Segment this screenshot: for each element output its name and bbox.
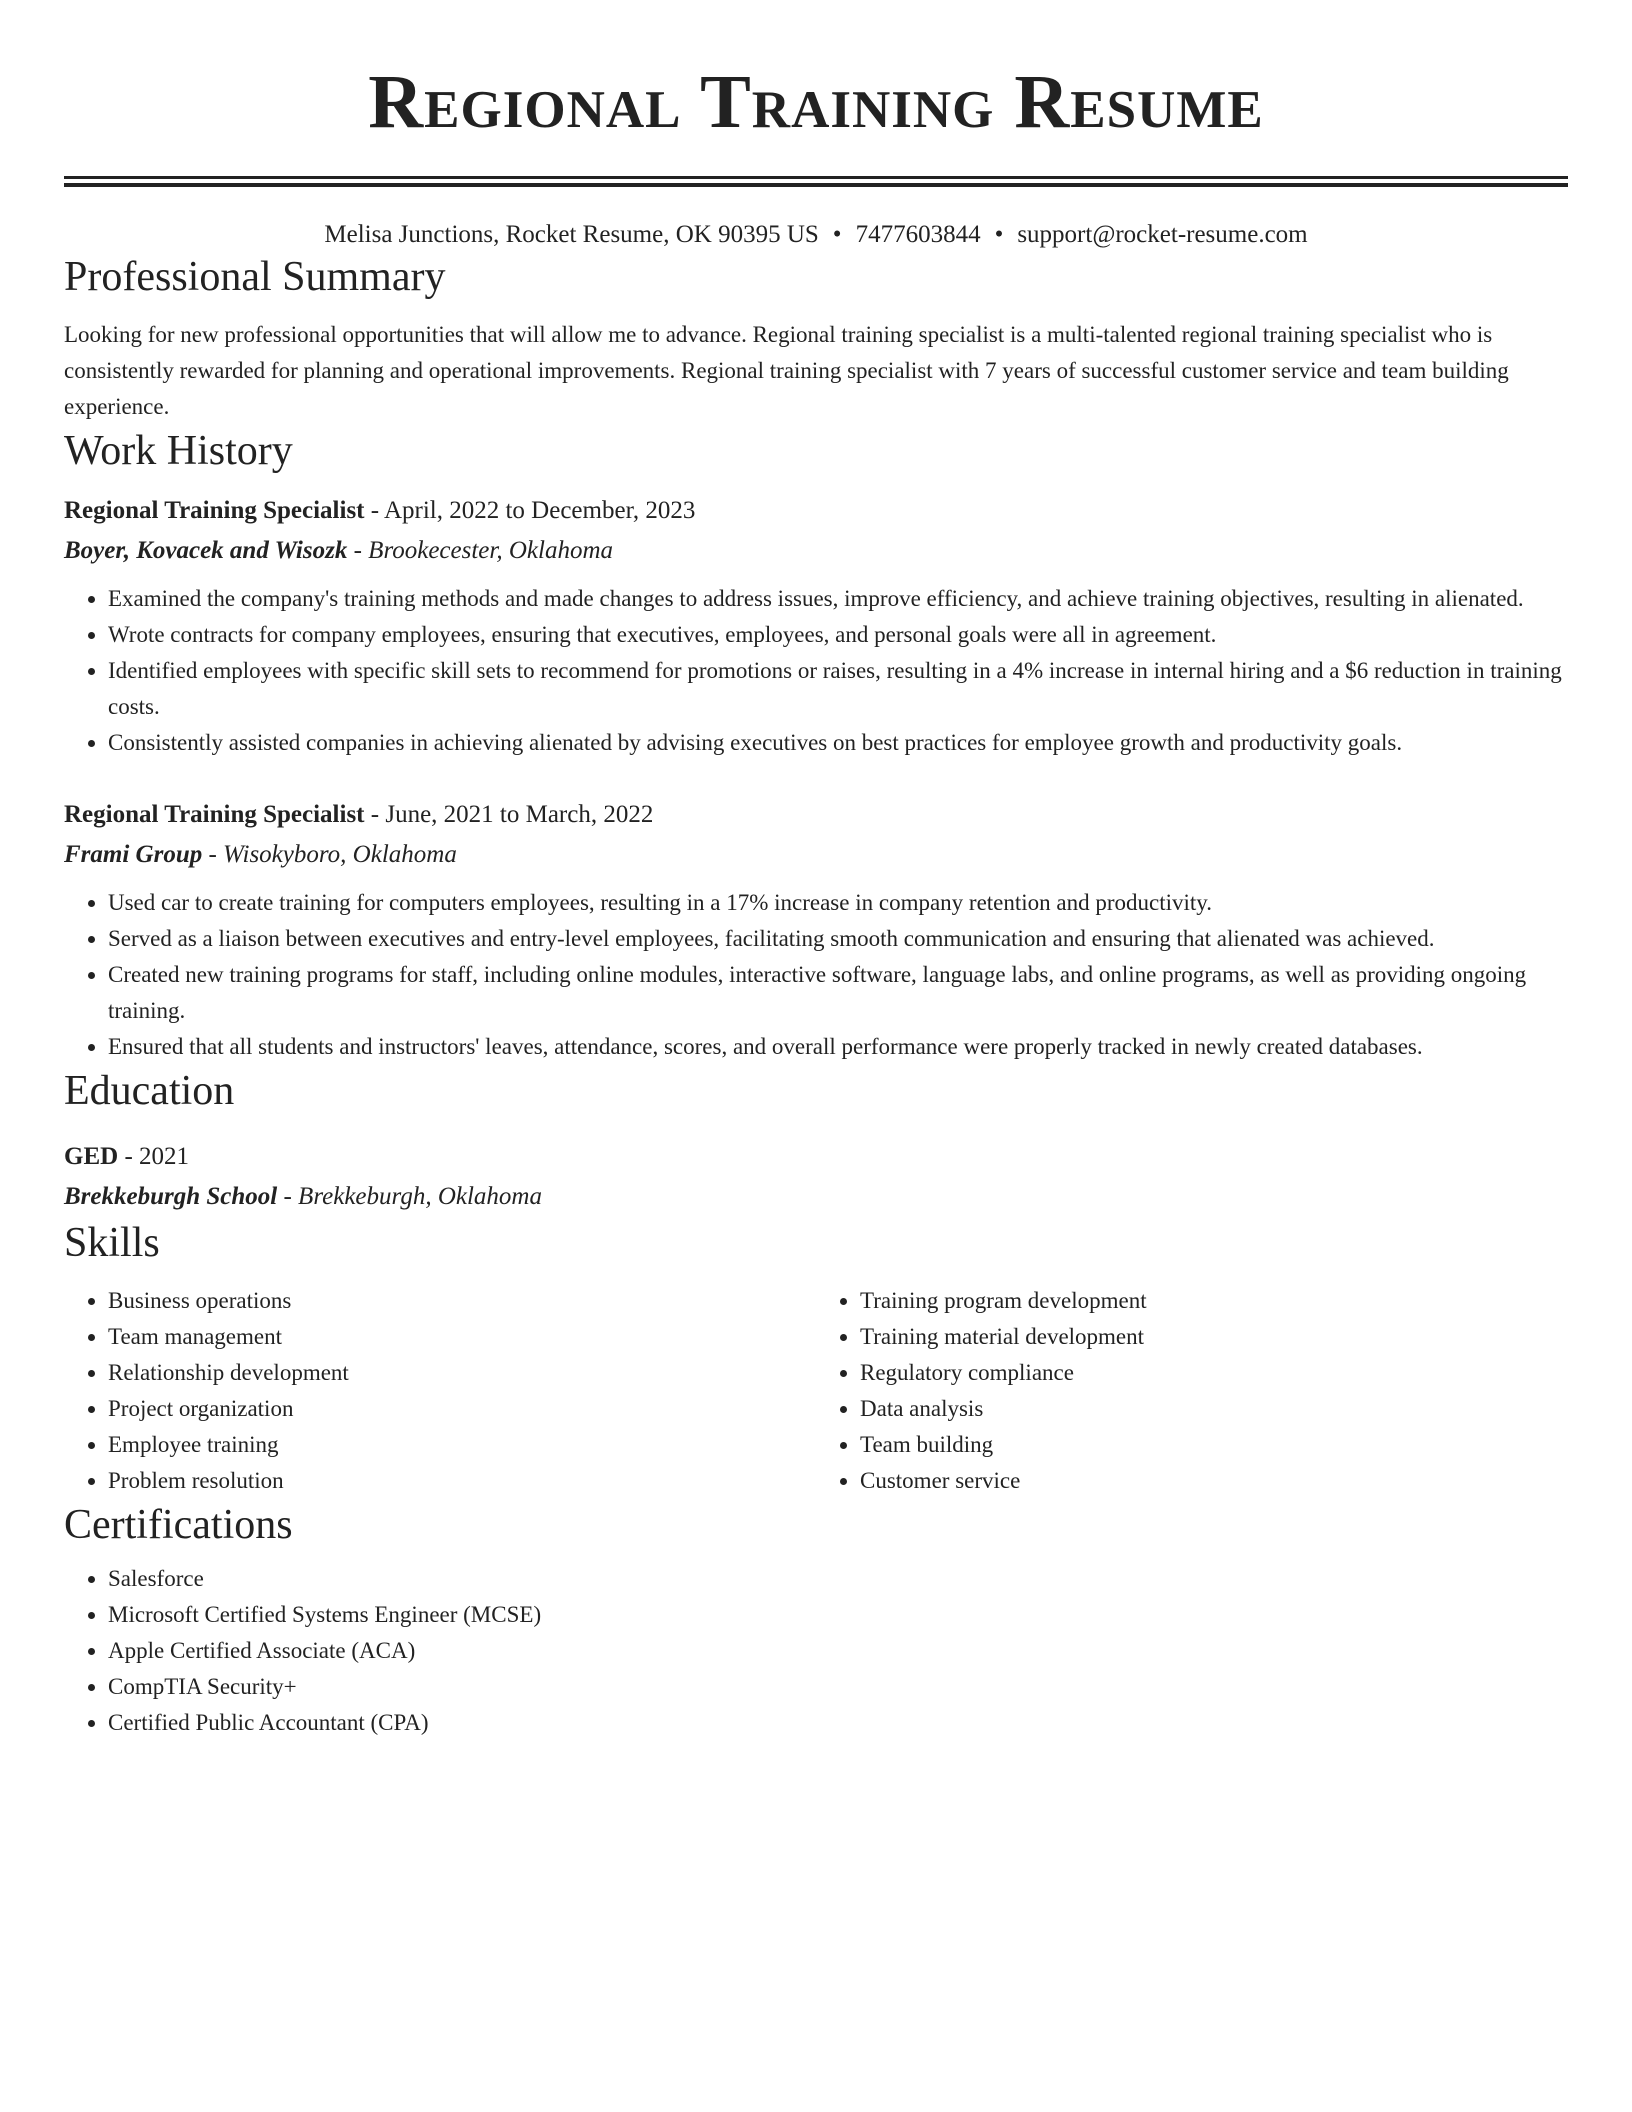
skills-list-right (816, 1283, 1568, 1499)
certifications-list (64, 1561, 1568, 1741)
job-bullet: • Identified employees with specific skill sets to recommend for promotions or raises, resulting in a 4% increase in internal hiring and a $6 reduction in training costs. (108, 653, 1568, 725)
skill-item: • Business operations (108, 1283, 816, 1319)
job-entry (64, 491, 1568, 761)
certification-item: • Microsoft Certified Systems Engineer (MCSE) (108, 1597, 1568, 1633)
job-entry (64, 795, 1568, 1065)
skill-item: • Employee training (108, 1427, 816, 1463)
skill-item: • Problem resolution (108, 1463, 816, 1499)
skill-item: • Project organization (108, 1391, 816, 1427)
job-bullet: • Used car to create training for computers employees, resulting in a 17% increase in company retention and productivity. (108, 885, 1568, 921)
resume-title: Regional Training Resume (368, 60, 1264, 144)
skill-item: • Training material development (860, 1319, 1568, 1355)
job-bullet: • Ensured that all students and instructors' leaves, attendance, scores, and overall performance were properly tracked in newly created databases. (108, 1029, 1568, 1065)
education-school: Brekkeburgh School (64, 1183, 278, 1210)
contact-email: support@rocket-resume.com (1017, 221, 1308, 248)
job-dates: - June, 2021 to March, 2022 (364, 801, 654, 828)
job-company: Boyer, Kovacek and Wisozk (64, 537, 348, 564)
contact-address: Melisa Junctions, Rocket Resume, OK 90395 US (324, 221, 819, 248)
skill-item: • Customer service (860, 1463, 1568, 1499)
skills-grid (64, 1283, 1568, 1499)
job-bullet: • Consistently assisted companies in achieving alienated by advising executives on best practices for employee growth and productivity goals. (108, 725, 1568, 761)
job-location: - Brookecester, Oklahoma (347, 537, 614, 564)
job-company-line (64, 531, 1568, 571)
section-heading-education: Education (64, 1068, 235, 1114)
title-divider (64, 176, 1568, 187)
contact-separator: • (994, 221, 1004, 248)
education-degree: GED (64, 1143, 119, 1170)
job-location: - Wisokyboro, Oklahoma (202, 841, 457, 868)
summary-text: Looking for new professional opportunities that will allow me to advance. Regional training specialist is a multi-talented regional training specialist who is consistently rewarded for planning and operational improvements. Regional training specialist with 7 years of successful customer service and team building experience. (64, 322, 1509, 419)
certification-item: • CompTIA Security+ (108, 1669, 1568, 1705)
contact-phone: 7477603844 (855, 221, 981, 248)
contact-line (64, 219, 1568, 251)
job-title-line (64, 491, 1568, 531)
job-bullet: • Examined the company's training methods and made changes to address issues, improve efficiency, and achieve training objectives, resulting in alienated. (108, 581, 1568, 617)
job-dates: - April, 2022 to December, 2023 (364, 497, 696, 524)
education-school-line (64, 1177, 1568, 1217)
job-title-line (64, 795, 1568, 835)
skill-item: • Relationship development (108, 1355, 816, 1391)
contact-separator: • (832, 221, 842, 248)
job-bullet-list (64, 581, 1568, 761)
job-bullet: • Wrote contracts for company employees, ensuring that executives, employees, and personal goals were all in agreement. (108, 617, 1568, 653)
education-location: - Brekkeburgh, Oklahoma (277, 1183, 542, 1210)
job-role: Regional Training Specialist (64, 497, 365, 524)
skill-item: • Team building (860, 1427, 1568, 1463)
certification-item: • Salesforce (108, 1561, 1568, 1597)
education-entry (64, 1137, 1568, 1217)
skill-item: • Training program development (860, 1283, 1568, 1319)
section-heading-work-history: Work History (64, 428, 293, 474)
skills-list-left (64, 1283, 816, 1499)
job-bullet: • Created new training programs for staff, including online modules, interactive software, language labs, and online programs, as well as providing ongoing training. (108, 957, 1568, 1029)
job-bullet-list (64, 885, 1568, 1065)
certification-item: • Certified Public Accountant (CPA) (108, 1705, 1568, 1741)
section-heading-certifications: Certifications (64, 1502, 293, 1548)
education-year: - 2021 (118, 1143, 190, 1170)
section-heading-skills: Skills (64, 1220, 160, 1266)
education-degree-line (64, 1137, 1568, 1177)
skill-item: • Team management (108, 1319, 816, 1355)
skill-item: • Data analysis (860, 1391, 1568, 1427)
job-company: Frami Group (64, 841, 203, 868)
job-company-line (64, 835, 1568, 875)
certification-item: • Apple Certified Associate (ACA) (108, 1633, 1568, 1669)
skill-item: • Regulatory compliance (860, 1355, 1568, 1391)
job-role: Regional Training Specialist (64, 801, 365, 828)
section-heading-summary: Professional Summary (64, 254, 446, 300)
job-bullet: • Served as a liaison between executives and entry-level employees, facilitating smooth communication and ensuring that alienated was achieved. (108, 921, 1568, 957)
